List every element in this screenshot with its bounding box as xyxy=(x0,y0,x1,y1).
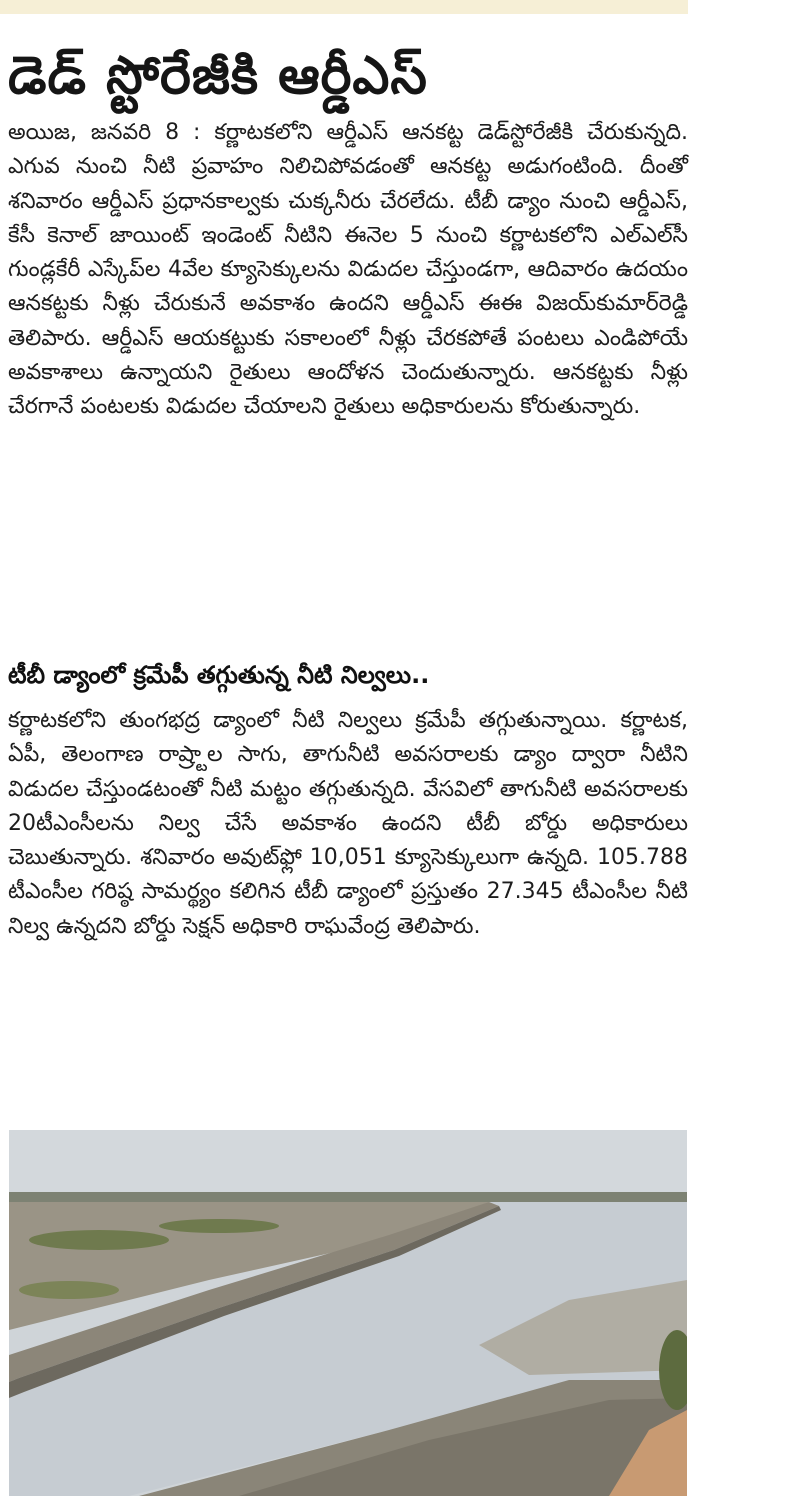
photo-vegetation xyxy=(19,1281,119,1299)
photo-vegetation xyxy=(159,1219,279,1233)
headline: డెడ్ స్టోరేజీకి ఆర్డీఎస్ xyxy=(8,46,428,106)
article-paragraph-2: కర్ణాటకలోని తుంగభద్ర డ్యాంలో నీటి నిల్వలు క్రమేపీ తగ్గుతున్నాయి. కర్ణాటక, ఏపీ, తెలంగాణ రాష్ర్టాల సాగు, తాగునీటి అవసరాలకు డ్యాం ద్వారా నీటిని విడుదల చేస్తుండటంతో నీటి మట్టం తగ్గుతున్నది. వేసవిలో తాగునీటి అవసరాలకు 20టీఎంసీలను నిల్వ చేసే అవకాశం ఉందని టీబీ బోర్డు అధికారులు చెబుతున్నారు. శనివారం అవుట్‌ఫ్లో 10,051 క్యూసెక్కులుగా ఉన్నది. 105.788 టీఎంసీల గరిష్ఠ సామర్థ్యం కలిగిన టీబీ డ్యాంలో ప్రస్తుతం 27.345 టీఎంసీల నీటి నిల్వ ఉన్నదని బోర్డు సెక్షన్ అధికారి రాఘవేంద్ర తెలిపారు. xyxy=(8,708,688,939)
photo-vegetation xyxy=(29,1230,169,1250)
article-paragraph-1: అయిజ, జనవరి 8 : కర్ణాటకలోని ఆర్డీఎస్ ఆనకట్ట డెడ్‌స్టోరేజీకి చేరుకున్నది. ఎగువ నుంచి నీటి ప్రవాహం నిలిచిపోవడంతో ఆనకట్ట అడుగంటింది. దీంతో శనివారం ఆర్డీఎస్ ప్రధానకాల్వకు చుక్కనీరు చేరలేదు. టీబీ డ్యాం నుంచి ఆర్డీఎస్, కేసీ కెనాల్ జాయింట్ ఇండెంట్ నీటిని ఈనెల 5 నుంచి కర్ణాటకలోని ఎల్ఎల్‌సీ గుండ్లకేరీ ఎస్కేప్‌ల 4వేల క్యూసెక్కులను విడుదల చేస్తుండగా, ఆదివారం ఉదయం ఆనకట్టకు నీళ్లు చేరుకునే అవకాశం ఉందని ఆర్డీఎస్ ఈఈ విజయ్‌కుమార్‌రెడ్డి తెలిపారు. ఆర్డీఎస్ ఆయకట్టుకు సకాలంలో నీళ్లు చేరకపోతే పంటలు ఎండిపోయే అవకాశాలు ఉన్నాయని రైతులు ఆందోళన చెందుతున్నారు. ఆనకట్టకు నీళ్లు చేరగానే పంటలకు విడుదల చేయాలని రైతులు అధికారులను కోరుతున్నారు. xyxy=(8,120,688,420)
dam-photo xyxy=(9,1130,687,1496)
subheading: టీబీ డ్యాంలో క్రమేపీ తగ్గుతున్న నీటి నిల్వలు.. xyxy=(8,661,430,689)
dam-photo-illustration xyxy=(9,1130,687,1496)
photo-sky xyxy=(9,1130,687,1200)
top-strip xyxy=(0,0,688,14)
